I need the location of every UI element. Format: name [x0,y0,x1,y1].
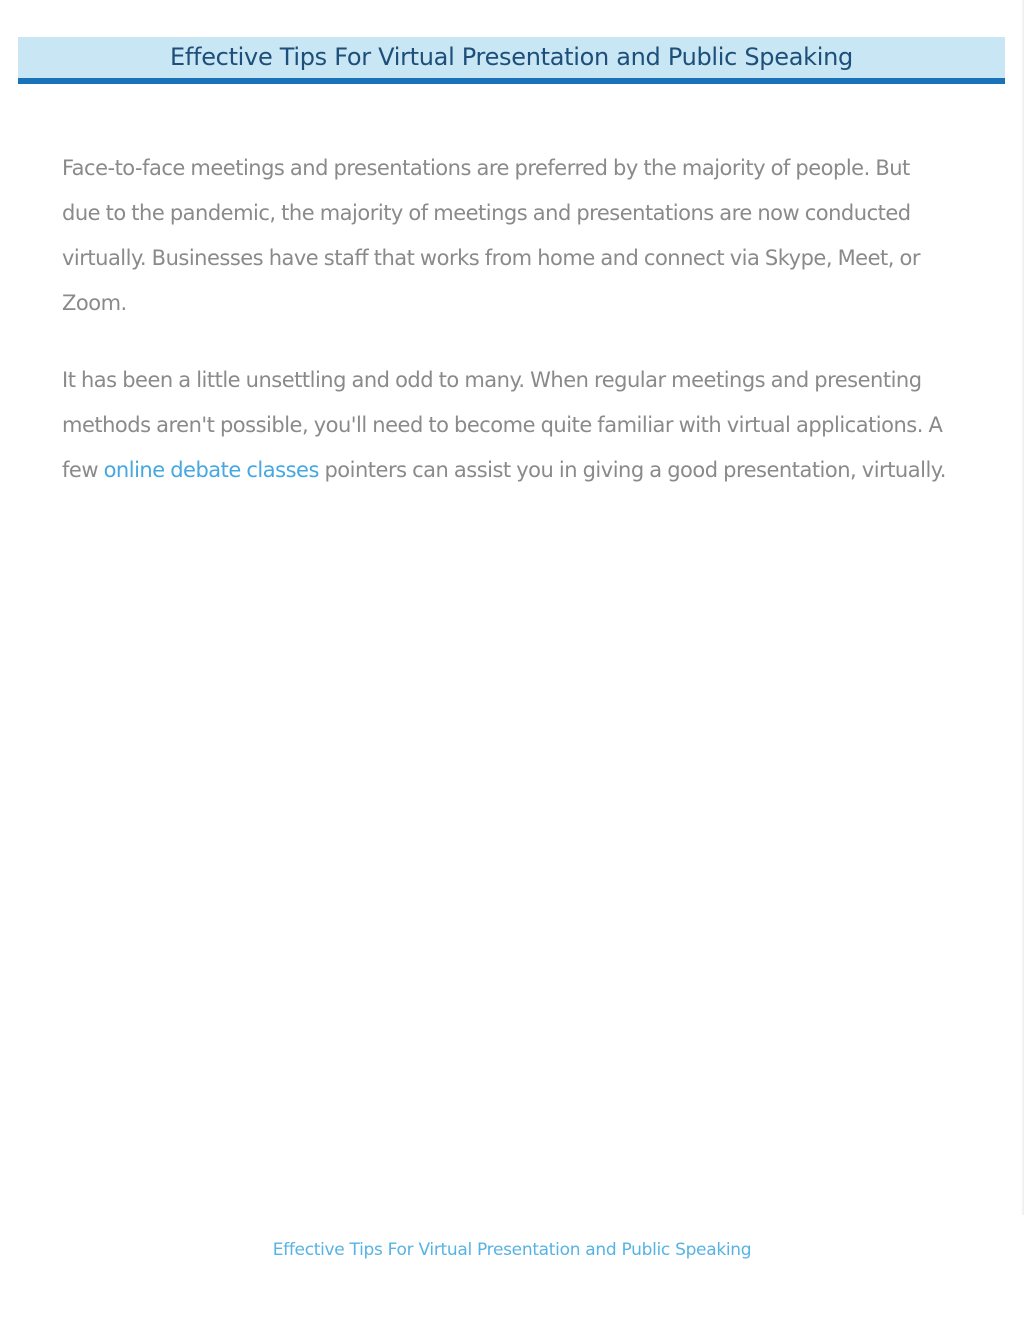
paragraph-intro: Face-to-face meetings and presentations are preferred by the majority of people. But due to the pandemic, the majority of meetings and presentations are now conducted virtually. Businesses have staff that works from home and connect via Skype, Meet, or Zoom. [62,156,920,315]
paragraph-tips-start: It has been a little unsettling and odd to many. When regular meetings and presenting methods aren't possible, you'll need to become quite familiar with virtual applications. A few [62,368,943,482]
page-footer: Effective Tips For Virtual Presentation and Public Speaking [272,1240,752,1260]
online-debate-classes-link[interactable]: online debate classes [103,458,319,482]
paragraph-tips [62,358,952,493]
header-rule [18,78,1005,84]
page-title: Effective Tips For Virtual Presentation and Public Speaking [170,43,853,71]
article-body [62,146,952,525]
paragraph-tips-end: pointers can assist you in giving a good presentation, virtually. [318,458,946,482]
